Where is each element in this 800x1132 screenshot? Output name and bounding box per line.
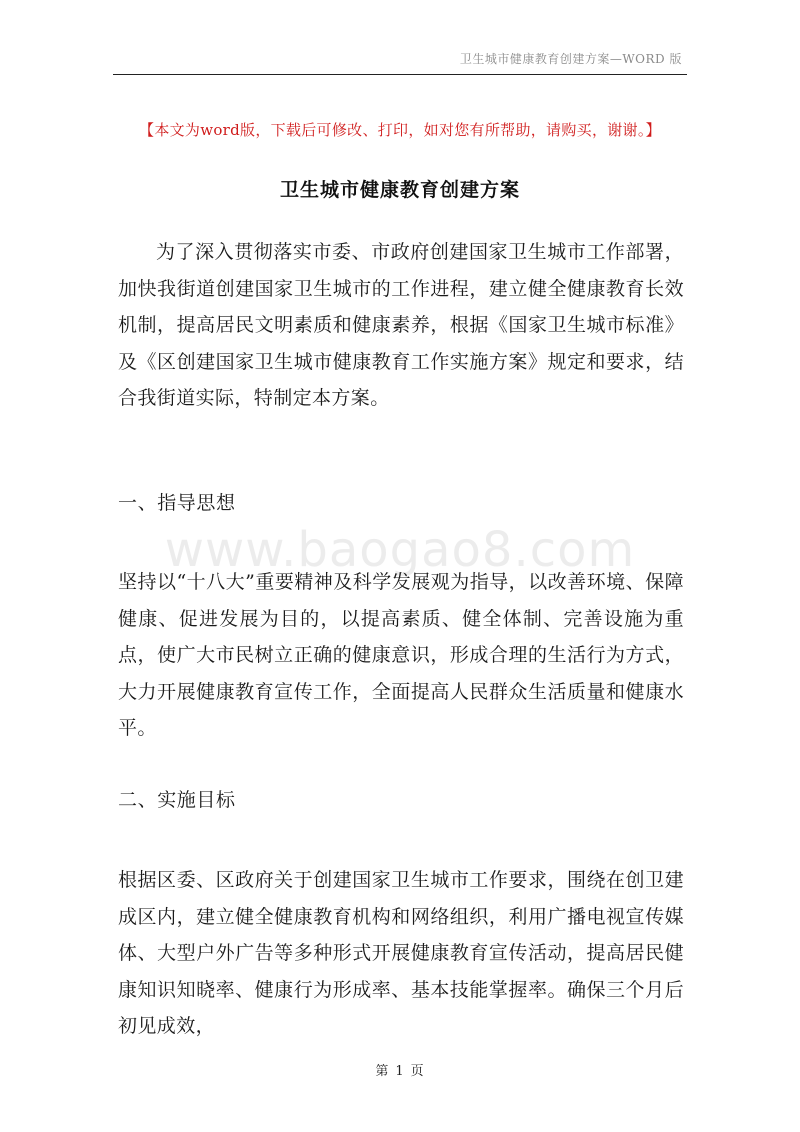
footer-suffix: 页: [410, 1064, 425, 1079]
section-body-guiding-ideology: 坚持以“十八大”重要精神及科学发展观为指导，以改善环境、保障健康、促进发展为目的，以提高素质、健全体制、完善设施为重点，使广大市民树立正确的健康意识，形成合理的生活行为方式，大力开展健康教育宣传工作，全面提高人民群众生活质量和健康水平。: [118, 571, 684, 739]
document-title: 卫生城市健康教育创建方案: [279, 179, 520, 201]
intro-paragraph: 为了深入贯彻落实市委、市政府创建国家卫生城市工作部署，加快我街道创建国家卫生城市的工作进程，建立健全健康教育长效机制，提高居民文明素质和健康素养，根据《国家卫生城市标准》及《区创建国家卫生城市健康教育工作实施方案》规定和要求，结合我街道实际，特制定本方案。: [118, 241, 684, 409]
watermark: www.baogao8.com: [164, 522, 636, 578]
section-heading-implementation-goals: 二、实施目标: [118, 789, 236, 811]
purchase-notice: 【本文为word版，下载后可修改、打印，如对您有所帮助，请购买，谢谢。】: [139, 121, 661, 139]
section-heading-guiding-ideology: 一、指导思想: [118, 492, 236, 514]
page-footer: [0, 1060, 800, 1079]
page-number: 1: [395, 1064, 405, 1079]
running-header: 卫生城市健康教育创建方案—WORD 版: [459, 52, 682, 66]
footer-prefix: 第: [375, 1064, 390, 1079]
section-body-implementation-goals: 根据区委、区政府关于创建国家卫生城市工作要求，围绕在创卫建成区内，建立健全健康教育机构和网络组织，利用广播电视宣传媒体、大型户外广告等多种形式开展健康教育宣传活动，提高居民健康知识知晓率、健康行为形成率、基本技能掌握率。确保三个月后初见成效，: [118, 869, 684, 1037]
header-divider: [113, 74, 687, 75]
